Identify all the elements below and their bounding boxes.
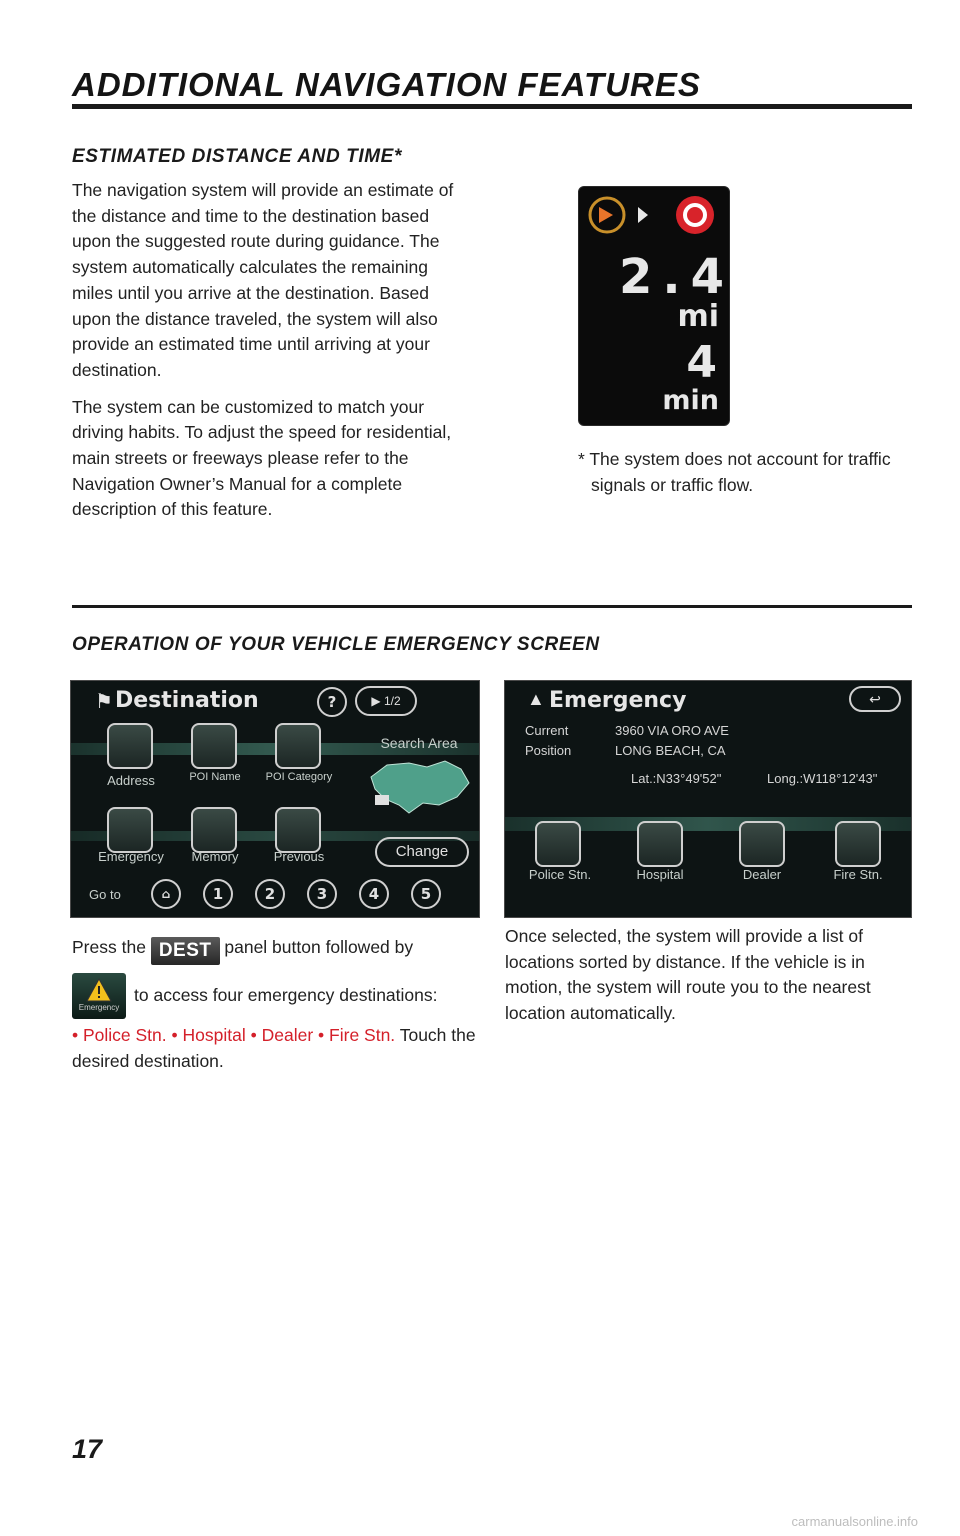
- memory-icon[interactable]: [191, 807, 237, 853]
- option-fire-station: • Fire Stn.: [318, 1025, 396, 1046]
- goto-label: Go to: [89, 887, 121, 902]
- section-title-eta: ESTIMATED DISTANCE AND TIME*: [72, 146, 402, 167]
- section-divider: [72, 605, 912, 608]
- instruction-line-1: [72, 930, 482, 965]
- route-flag-icon: [583, 193, 727, 237]
- eta-description: [72, 178, 462, 523]
- next-page-icon: ▶: [371, 694, 384, 708]
- police-station-label: Police Stn.: [528, 867, 592, 882]
- title-rule: [72, 104, 912, 109]
- page-title: ADDITIONAL NAVIGATION FEATURES: [72, 66, 701, 103]
- option-dealer: • Dealer: [250, 1025, 314, 1046]
- poi-name-label: POI Name: [189, 771, 241, 783]
- page-number: 17: [72, 1434, 103, 1464]
- emergency-instructions: [72, 930, 482, 1075]
- eta-time-unit: min: [662, 385, 719, 416]
- eta-footnote: * The system does not account for traffic signals or traffic flow.: [578, 449, 891, 495]
- previous-icon[interactable]: [275, 807, 321, 853]
- dealer-label: Dealer: [742, 867, 782, 882]
- section-title-emergency: OPERATION OF YOUR VEHICLE EMERGENCY SCREEN: [72, 634, 600, 655]
- destination-screen-title: Destination: [115, 688, 259, 713]
- back-button[interactable]: [849, 686, 901, 712]
- poi-category-label: POI Category: [265, 771, 333, 783]
- eta-distance-unit: mi: [677, 299, 719, 334]
- flag-icon: ⚑: [95, 691, 113, 713]
- poi-category-icon[interactable]: [275, 723, 321, 769]
- press-the-text: Press the: [72, 937, 146, 957]
- goto-2-button[interactable]: 2: [255, 879, 285, 909]
- touch-text: Touch the desired destination.: [72, 1025, 476, 1072]
- address-label: Address: [107, 773, 155, 788]
- latitude: Lat.:N33°49'52": [631, 771, 722, 786]
- fire-station-label: Fire Stn.: [833, 867, 883, 882]
- destination-screen: [70, 680, 480, 918]
- change-button[interactable]: Change: [375, 837, 469, 867]
- goto-4-button[interactable]: 4: [359, 879, 389, 909]
- eta-paragraph-2: The system can be customized to match your driving habits. To adjust the speed for residential, main streets or freeways please refer to the Navigation Owner’s Manual for a complete description of this feature.: [72, 396, 452, 520]
- emergency-thumb-label: Emergency: [78, 1003, 120, 1013]
- emergency-label: Emergency: [98, 849, 164, 864]
- panel-button-text: panel button followed by: [224, 937, 414, 957]
- current-label: Current: [525, 723, 569, 738]
- watermark: carmanualsonline.info: [791, 1514, 918, 1529]
- help-button[interactable]: ?: [317, 687, 347, 717]
- eta-time: 4: [686, 337, 717, 388]
- eta-display: [578, 186, 735, 426]
- emergency-screen: [504, 680, 912, 918]
- address-line-1: 3960 VIA ORO AVE: [615, 723, 729, 738]
- to-access-text: to access four emergency destinations:: [134, 985, 438, 1005]
- memory-label: Memory: [191, 849, 239, 864]
- return-icon: ↩: [869, 691, 881, 707]
- option-hospital: • Hospital: [171, 1025, 246, 1046]
- hospital-icon[interactable]: [637, 821, 683, 867]
- eta-paragraph-1: The navigation system will provide an estimate of the distance and time to the destination based upon the suggested route during guidance. The system automatically calculates the remaining miles until you arrive at the destination. Based upon the distance traveled, the system will also provide an estimated time until arriving at your destination.: [72, 180, 454, 380]
- fire-station-icon[interactable]: [835, 821, 881, 867]
- hospital-label: Hospital: [636, 867, 684, 882]
- address-icon[interactable]: [107, 723, 153, 769]
- previous-label: Previous: [273, 849, 325, 864]
- longitude: Long.:W118°12'43": [767, 771, 878, 786]
- address-line-2: LONG BEACH, CA: [615, 743, 726, 758]
- search-area-label: Search Area: [380, 735, 458, 751]
- instruction-line-2: [72, 971, 482, 1019]
- emergency-thumb-icon: [72, 973, 126, 1019]
- north-america-map-icon[interactable]: [365, 755, 475, 819]
- emergency-screen-title: Emergency: [549, 688, 687, 713]
- warning-triangle-icon: [86, 978, 112, 1002]
- eta-distance: 2.4: [619, 249, 735, 305]
- position-label: Position: [525, 743, 572, 758]
- dealer-icon[interactable]: [739, 821, 785, 867]
- goto-1-button[interactable]: 1: [203, 879, 233, 909]
- page-indicator: 1/2: [383, 694, 401, 708]
- option-police-station: • Police Stn.: [72, 1025, 167, 1046]
- home-icon[interactable]: ⌂: [151, 879, 181, 909]
- goto-5-button[interactable]: 5: [411, 879, 441, 909]
- instruction-line-3: [72, 1023, 482, 1074]
- goto-3-button[interactable]: 3: [307, 879, 337, 909]
- warning-icon: ▲: [527, 689, 545, 709]
- emergency-icon[interactable]: [107, 807, 153, 853]
- dest-key-icon: DEST: [151, 937, 220, 965]
- poi-name-icon[interactable]: [191, 723, 237, 769]
- emergency-result-text: Once selected, the system will provide a list of locations sorted by distance. If the vehicle is in motion, the system will route you to the nearest location automatically.: [505, 926, 871, 1024]
- page-button[interactable]: [355, 686, 417, 716]
- police-station-icon[interactable]: [535, 821, 581, 867]
